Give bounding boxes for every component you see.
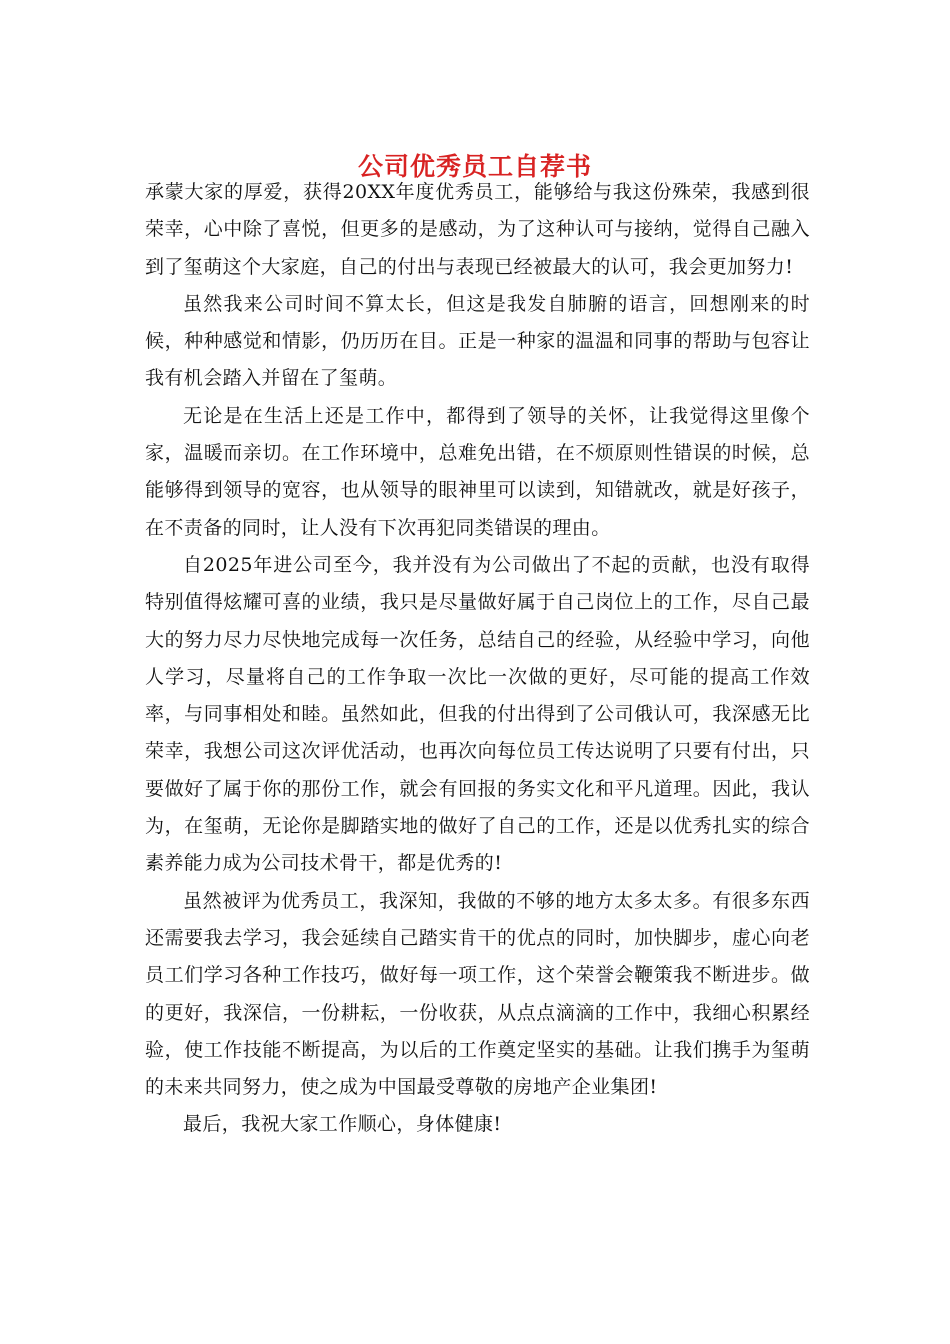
paragraph-6: 最后，我祝大家工作顺心，身体健康! (183, 1113, 502, 1136)
paragraph-5: 虽然被评为优秀员工，我深知，我做的不够的地方太多太多。有很多东西还需要我去学习，我会延续自己踏实肯干的优点的同时，加快脚步，虚心向老员工们学习各种工作技巧，做好每一项工作，这个荣誉会鞭策我不断进步。做的更好，我深信，一份耕耘，一份收获，从点点滴滴的工作中，我细心积累经验，使工作技能不断提高，为以后的工作奠定坚实的基础。让我们携手为玺萌的未来共同努力，使之成为中国最受尊敬的房地产企业集团! (145, 889, 810, 1099)
document-body (145, 174, 810, 1144)
paragraph-2: 虽然我来公司时间不算太长，但这是我发自肺腑的语言，回想刚来的时候，种种感觉和情影，仍历历在目。正是一种家的温温和同事的帮助与包容让我有机会踏入并留在了玺萌。 (145, 292, 810, 390)
paragraph-1: 承蒙大家的厚爱，获得20XX年度优秀员工，能够给与我这份殊荣，我感到很荣幸，心中除了喜悦，但更多的是感动，为了这种认可与接纳，觉得自己融入到了玺萌这个大家庭，自己的付出与表现已经被最大的认可，我会更加努力! (145, 181, 810, 278)
document-title: 公司优秀员工自荐书 (357, 152, 592, 181)
paragraph-4: 自2025年进公司至今，我并没有为公司做出了不起的贡献，也没有取得特别值得炫耀可喜的业绩，我只是尽量做好属于自己岗位上的工作，尽自己最大的努力尽力尽快地完成每一次任务，总结自己的经验，从经验中学习，向他人学习，尽量将自己的工作争取一次比一次做的更好，尽可能的提高工作效率，与同事相处和睦。虽然如此，但我的付出得到了公司俄认可，我深感无比荣幸，我想公司这次评优活动，也再次向每位员工传达说明了只要有付出，只要做好了属于你的那份工作，就会有回报的务实文化和平凡道理。因此，我认为，在玺萌，无论你是脚踏实地的做好了自己的工作，还是以优秀扎实的综合素养能力成为公司技术骨干，都是优秀的! (145, 553, 810, 875)
paragraph-3: 无论是在生活上还是工作中，都得到了领导的关怀，让我觉得这里像个家，温暖而亲切。在工作环境中，总难免出错，在不烦原则性错误的时候，总能够得到领导的宽容，也从领导的眼神里可以读到，知错就改，就是好孩子，在不责备的同时，让人没有下次再犯同类错误的理由。 (145, 404, 810, 539)
